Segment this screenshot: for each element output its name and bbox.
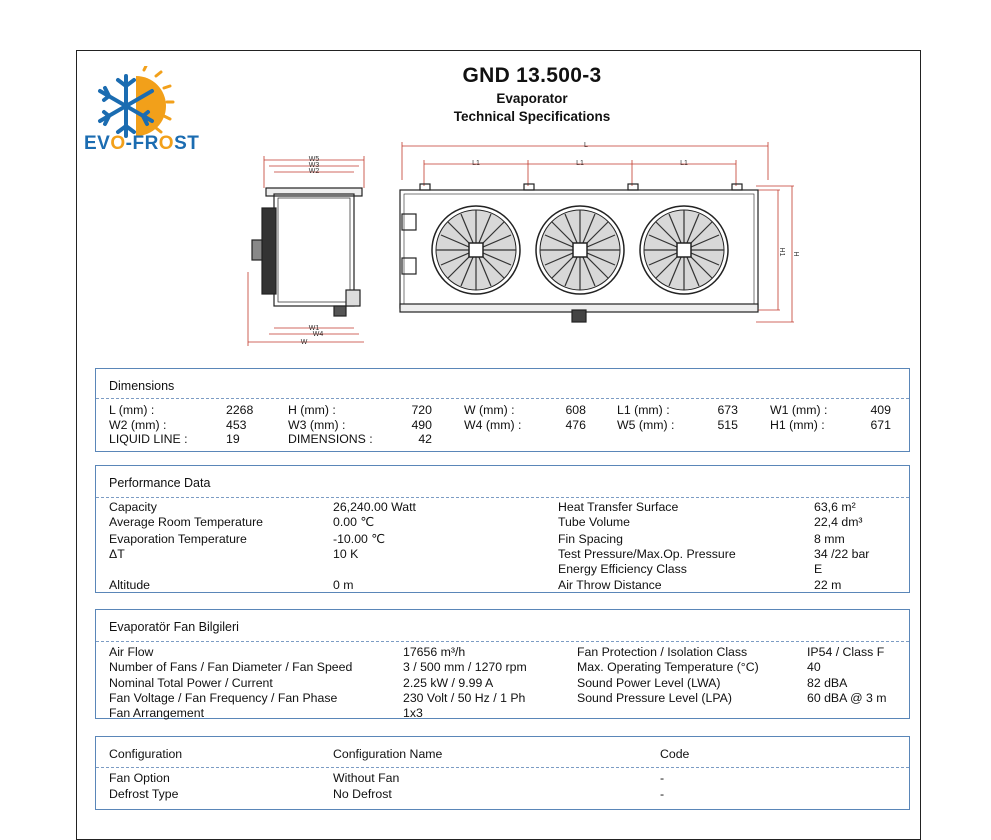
dim-label-l1-b: L1 <box>576 160 584 167</box>
dim-h1-value: 671 <box>870 418 891 432</box>
perf-label: ΔT <box>109 547 125 561</box>
perf-label: Altitude <box>109 578 151 592</box>
dim-label-w1: W1 <box>308 325 320 332</box>
dim-dimensions-value: 42 <box>418 432 432 446</box>
performance-heading: Performance Data <box>109 476 211 490</box>
perf-value: 34 /22 bar <box>814 547 870 561</box>
dim-label-l1-a: L1 <box>472 160 480 167</box>
brand-wordmark: EVO-FROST <box>84 133 200 154</box>
dim-label-w3: W3 <box>308 162 320 169</box>
dim-label-w2: W2 <box>308 168 320 175</box>
dim-w5-label: W5 (mm) : <box>617 418 675 432</box>
dim-w2-value: 453 <box>226 418 247 432</box>
dim-l1-label: L1 (mm) : <box>617 403 670 417</box>
dimensions-panel <box>95 368 910 452</box>
fan-label: Number of Fans / Fan Diameter / Fan Speed <box>109 660 353 674</box>
dim-h1-label: H1 (mm) : <box>770 418 825 432</box>
fan-info-panel <box>95 609 910 719</box>
perf-value: 10 K <box>333 547 359 561</box>
document-subtitle: Evaporator <box>496 91 568 106</box>
dim-w4-value: 476 <box>565 418 586 432</box>
dim-w1-label: W1 (mm) : <box>770 403 828 417</box>
config-row-name: Without Fan <box>333 771 400 785</box>
config-row-code: - <box>660 787 665 801</box>
perf-label: Capacity <box>109 500 157 514</box>
dim-w3-value: 490 <box>411 418 432 432</box>
config-header-code: Code <box>660 747 690 761</box>
perf-value: 22 m <box>814 578 842 592</box>
dim-dimensions-label: DIMENSIONS : <box>288 432 373 446</box>
perf-label: Tube Volume <box>558 515 631 529</box>
fan-label: Fan Protection / Isolation Class <box>577 645 748 659</box>
perf-value: 22,4 dm³ <box>814 515 863 529</box>
document-subtitle-2: Technical Specifications <box>453 109 611 124</box>
perf-value: 26,240.00 Watt <box>333 500 416 514</box>
config-row-label: Defrost Type <box>109 787 179 801</box>
perf-value: 0 m <box>333 578 354 592</box>
dim-w4-label: W4 (mm) : <box>464 418 522 432</box>
config-row-code: - <box>660 771 665 785</box>
config-header-name: Configuration Name <box>333 747 443 761</box>
front-view-drawing <box>396 140 801 328</box>
fan-label: Air Flow <box>109 645 154 659</box>
perf-label: Energy Efficiency Class <box>558 562 687 576</box>
config-row-name: No Defrost <box>333 787 392 801</box>
document-title: GND 13.500-3 <box>462 64 602 87</box>
perf-value: E <box>814 562 823 576</box>
fan-value: 2.25 kW / 9.99 A <box>403 676 494 690</box>
dim-label-h1: H1 <box>778 247 785 257</box>
dim-label-w5: W5 <box>308 156 320 163</box>
dim-label-l1-c: L1 <box>680 160 688 167</box>
fan-label: Fan Arrangement <box>109 706 205 720</box>
perf-value: 8 mm <box>814 532 845 546</box>
dim-w3-label: W3 (mm) : <box>288 418 346 432</box>
performance-panel <box>95 465 910 593</box>
fan-value: 82 dBA <box>807 676 848 690</box>
side-view-drawing <box>238 152 373 350</box>
fan-label: Sound Power Level (LWA) <box>577 676 721 690</box>
dim-w-label: W (mm) : <box>464 403 515 417</box>
fan-value: 60 dBA @ 3 m <box>807 691 887 705</box>
fan-label: Nominal Total Power / Current <box>109 676 273 690</box>
dim-label-l: L <box>584 142 588 149</box>
dim-label-w: W <box>300 339 308 346</box>
fan-icon <box>432 206 520 294</box>
fan-icon <box>536 206 624 294</box>
dim-l1-value: 673 <box>717 403 738 417</box>
fan-label: Max. Operating Temperature (°C) <box>577 660 759 674</box>
dim-liquid-line-value: 19 <box>226 432 240 446</box>
dim-label-w4: W4 <box>312 331 324 338</box>
fan-value: 17656 m³/h <box>403 645 466 659</box>
perf-label: Average Room Temperature <box>109 515 264 529</box>
fan-icon <box>640 206 728 294</box>
perf-label: Fin Spacing <box>558 532 623 546</box>
dim-l-value: 2268 <box>226 403 254 417</box>
fan-value: 1x3 <box>403 706 423 720</box>
fan-label: Fan Voltage / Fan Frequency / Fan Phase <box>109 691 338 705</box>
fan-info-heading: Evaporatör Fan Bilgileri <box>109 620 239 634</box>
perf-value: -10.00 ℃ <box>333 532 386 546</box>
perf-label: Test Pressure/Max.Op. Pressure <box>558 547 736 561</box>
configuration-panel <box>95 736 910 810</box>
dim-w5-value: 515 <box>717 418 738 432</box>
dim-w1-value: 409 <box>870 403 891 417</box>
fan-value: IP54 / Class F <box>807 645 885 659</box>
perf-label: Evaporation Temperature <box>109 532 247 546</box>
perf-value: 0.00 ℃ <box>333 515 375 529</box>
dim-l-label: L (mm) : <box>109 403 155 417</box>
fan-value: 40 <box>807 660 821 674</box>
fan-label: Sound Pressure Level (LPA) <box>577 691 732 705</box>
fan-value: 230 Volt / 50 Hz / 1 Ph <box>403 691 526 705</box>
fan-value: 3 / 500 mm / 1270 rpm <box>403 660 527 674</box>
dimensions-heading: Dimensions <box>109 379 175 393</box>
dim-liquid-line-label: LIQUID LINE : <box>109 432 188 446</box>
perf-label: Air Throw Distance <box>558 578 662 592</box>
dim-w2-label: W2 (mm) : <box>109 418 167 432</box>
perf-value: 63,6 m² <box>814 500 856 514</box>
perf-label: Heat Transfer Surface <box>558 500 679 514</box>
dim-h-label: H (mm) : <box>288 403 336 417</box>
config-row-label: Fan Option <box>109 771 170 785</box>
dim-w-value: 608 <box>565 403 586 417</box>
config-header-configuration: Configuration <box>109 747 183 761</box>
dim-label-h: H <box>792 251 799 257</box>
dim-h-value: 720 <box>411 403 432 417</box>
